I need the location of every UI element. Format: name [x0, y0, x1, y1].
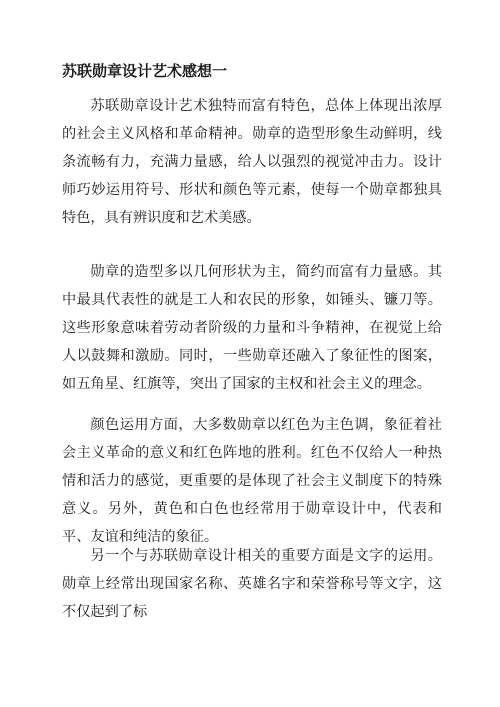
- document-title: 苏联勋章设计艺术感想一: [62, 62, 228, 80]
- paragraph-4: 另一个与苏联勋章设计相关的重要方面是文字的运用。勋章上经常出现国家名称、英雄名字和荣誉称号等文字，这不仅起到了标: [62, 548, 442, 620]
- paragraph-1: 苏联勋章设计艺术独特而富有特色，总体上体现出浓厚的社会主义风格和革命精神。勋章的造型形象生动鲜明，线条流畅有力，充满力量感，给人以强烈的视觉冲击力。设计师巧妙运用符号、形状和颜色等元素，使每一个勋章都独具特色，具有辨识度和艺术美感。: [62, 98, 442, 226]
- paragraph-3: 颜色运用方面，大多数勋章以红色为主色调，象征着社会主义革命的意义和红色阵地的胜利。红色不仅给人一种热情和活力的感觉，更重要的是体现了社会主义制度下的特殊意义。另外，黄色和白色也经常用于勋章设计中，代表和平、友谊和纯洁的象征。: [62, 417, 442, 545]
- paragraph-2: 勋章的造型多以几何形状为主，简约而富有力量感。其中最具代表性的就是工人和农民的形象，如锤头、镰刀等。这些形象意味着劳动者阶级的力量和斗争精神，在视觉上给人以鼓舞和激励。同时，一些勋章还融入了象征性的图案，如五角星、红旗等，突出了国家的主权和社会主义的理念。: [62, 264, 442, 392]
